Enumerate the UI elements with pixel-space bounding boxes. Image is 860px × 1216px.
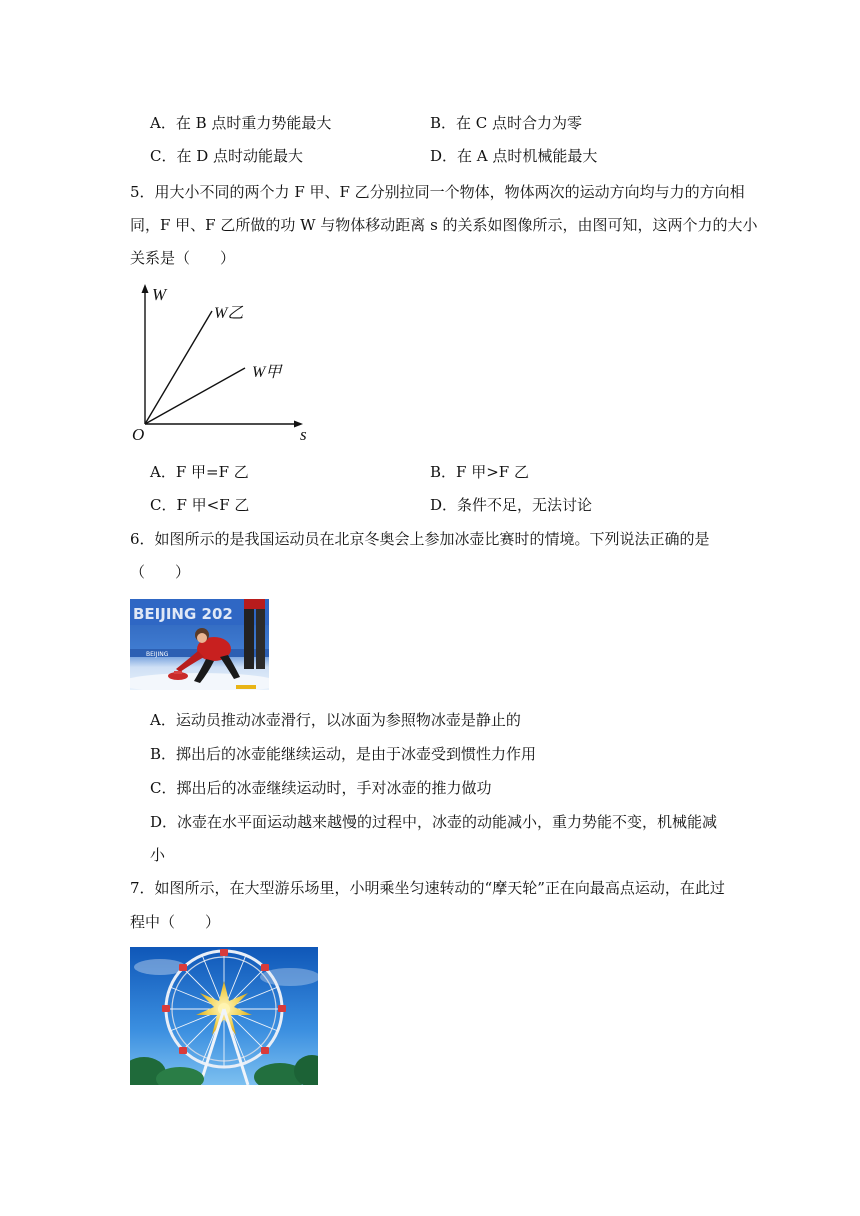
q7-stem-line-1: 7．如图所示，在大型游乐场里，小明乘坐匀速转动的“摩天轮”正在向最高点运动，在此过	[130, 879, 725, 897]
y-axis-arrow	[142, 284, 149, 293]
ferris-wheel-photo	[130, 947, 318, 1085]
q6-stem-line-2: （ ）	[130, 563, 191, 581]
y-axis-label: W	[152, 285, 167, 304]
q5-option-d: D．条件不足，无法讨论	[430, 496, 593, 514]
x-axis-label: s	[300, 425, 307, 444]
q6-stem-line-1: 6．如图所示的是我国运动员在北京冬奥会上参加冰壶比赛时的情境。下列说法正确的是	[130, 530, 710, 548]
q6-option-d-line-2: 小	[150, 846, 166, 864]
line-w-yi	[145, 311, 212, 424]
q5-option-b: B．F 甲>F 乙	[430, 463, 529, 481]
curling-photo	[130, 599, 269, 690]
q4-option-a: A．在 B 点时重力势能最大	[150, 114, 332, 132]
q5-stem-line-1: 5．用大小不同的两个力 F 甲、F 乙分别拉同一个物体，物体两次的运动方向均与力的方向相	[130, 183, 745, 201]
origin-label: O	[132, 425, 145, 444]
photo-banner-text: BEIJING 202	[133, 605, 233, 623]
q5-stem-line-3: 关系是（ ）	[130, 249, 236, 267]
q7-stem-line-2: 程中（ ）	[130, 913, 221, 931]
q6-option-a: A．运动员推动冰壶滑行，以冰面为参照物冰壶是静止的	[150, 711, 521, 729]
q6-option-b: B．掷出后的冰壶能继续运动，是由于冰壶受到惯性力作用	[150, 745, 537, 763]
line-w-yi-label: W乙	[214, 305, 244, 322]
q5-stem-line-2: 同，F 甲、F 乙所做的功 W 与物体移动距离 s 的关系如图像所示，由图可知，这两个力的大小	[130, 216, 758, 234]
q4-option-c: C．在 D 点时动能最大	[150, 147, 304, 165]
photo-board-text: BEIJING	[146, 651, 169, 658]
q5-option-a: A．F 甲=F 乙	[150, 463, 249, 481]
line-w-jia-label: W甲	[252, 364, 282, 381]
q5-work-distance-graph	[128, 282, 328, 444]
q4-option-d: D．在 A 点时机械能最大	[430, 147, 598, 165]
line-w-jia	[145, 368, 245, 424]
q6-option-d-line-1: D．冰壶在水平面运动越来越慢的过程中，冰壶的动能减小，重力势能不变，机械能减	[150, 813, 718, 831]
q5-option-c: C．F 甲<F 乙	[150, 496, 250, 514]
q4-option-b: B．在 C 点时合力为零	[430, 114, 583, 132]
q6-option-c: C．掷出后的冰壶继续运动时，手对冰壶的推力做功	[150, 779, 492, 797]
